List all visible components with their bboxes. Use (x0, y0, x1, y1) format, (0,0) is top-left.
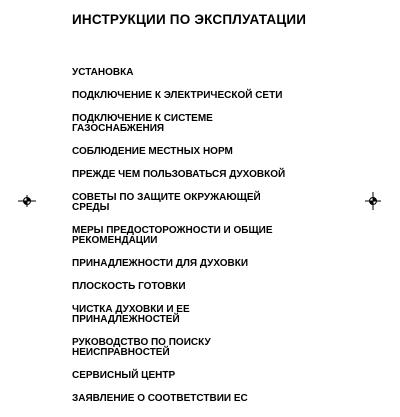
toc-item-electrical-connection: ПОДКЛЮЧЕНИЕ К ЭЛЕКТРИЧЕСКОЙ СЕТИ (72, 90, 283, 101)
toc-item-environment-tips: СОВЕТЫ ПО ЗАЩИТЕ ОКРУЖАЮЩЕЙ СРЕДЫ (72, 192, 261, 213)
toc-item-local-regulations: СОБЛЮДЕНИЕ МЕСТНЫХ НОРМ (72, 146, 233, 157)
table-of-contents (72, 68, 352, 417)
page-title: ИНСТРУКЦИИ ПО ЭКСПЛУАТАЦИИ (72, 12, 307, 27)
toc-item-oven-accessories: ПРИНАДЛЕЖНОСТИ ДЛЯ ДУХОВКИ (72, 258, 249, 269)
toc-item-installation: УСТАНОВКА (72, 67, 134, 78)
toc-item-cleaning: ЧИСТКА ДУХОВКИ И ЕЕ ПРИНАДЛЕЖНОСТЕЙ (72, 304, 190, 325)
toc-item-service-center: СЕРВИСНЫЙ ЦЕНТР (72, 370, 176, 381)
toc-item-cooking-surface: ПЛОСКОСТЬ ГОТОВКИ (72, 281, 186, 292)
registration-mark-icon (18, 192, 36, 210)
toc-item-before-using-oven: ПРЕЖДЕ ЧЕМ ПОЛЬЗОВАТЬСЯ ДУХОВКОЙ (72, 169, 286, 180)
toc-item-troubleshooting: РУКОВОДСТВО ПО ПОИСКУ НЕИСПРАВНОСТЕЙ (72, 337, 211, 358)
toc-item-eu-declaration: ЗАЯВЛЕНИЕ О СООТВЕТСТВИИ ЕС (72, 393, 248, 404)
registration-mark-icon (364, 192, 382, 210)
toc-item-gas-connection: ПОДКЛЮЧЕНИЕ К СИСТЕМЕ ГАЗОСНАБЖЕНИЯ (72, 113, 213, 134)
toc-item-precautions: МЕРЫ ПРЕДОСТОРОЖНОСТИ И ОБЩИЕ РЕКОМЕНДАЦИИ (72, 225, 273, 246)
